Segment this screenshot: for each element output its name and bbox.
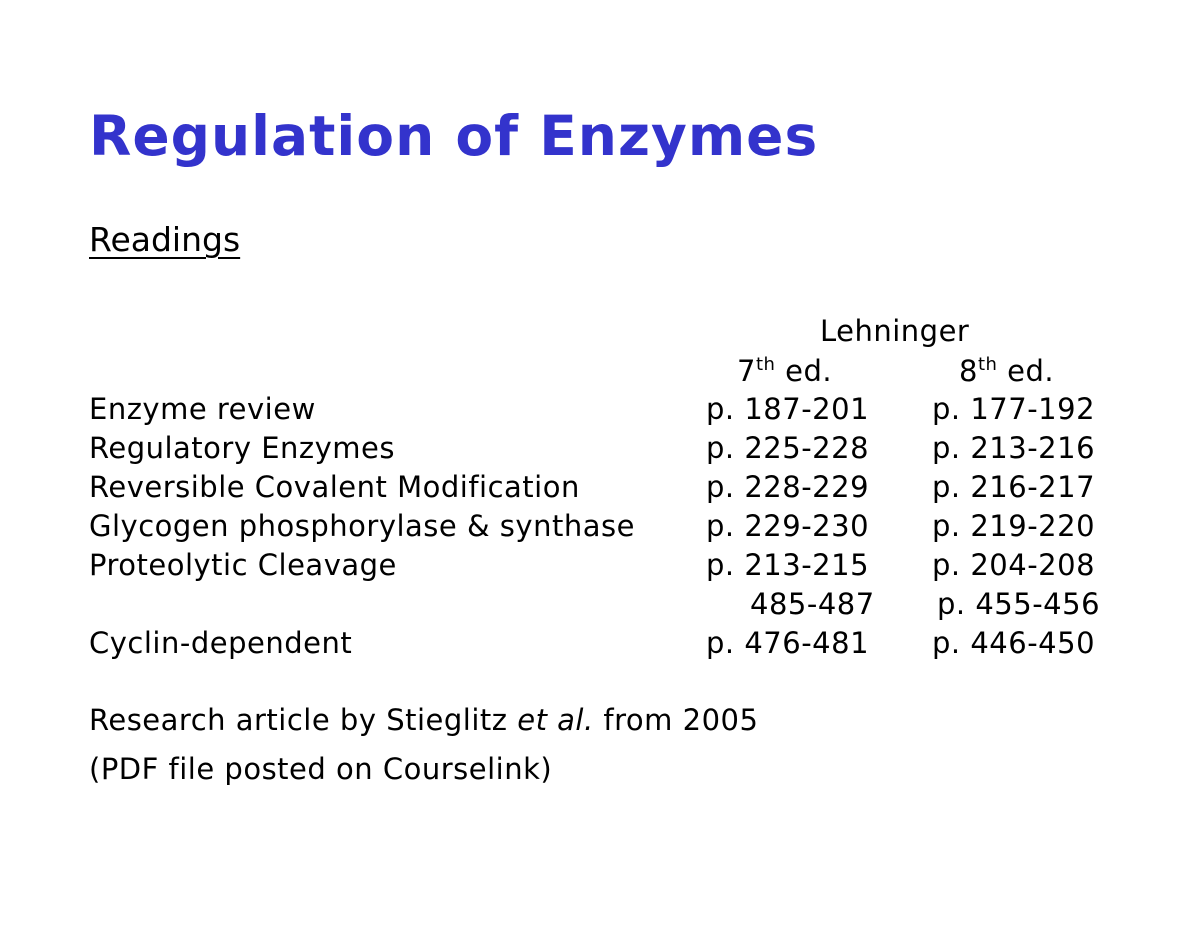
reading-pages-7th: p. 476-481: [706, 626, 870, 660]
reading-pages-8th: p. 455-456: [937, 587, 1101, 621]
reading-pages-7th: p. 229-230: [706, 509, 870, 543]
edition-7-header: 7th ed.: [737, 354, 833, 388]
reading-pages-8th: p. 216-217: [932, 470, 1096, 504]
edition-8-header: 8th ed.: [959, 354, 1055, 388]
reading-topic: Regulatory Enzymes: [89, 431, 396, 465]
research-article-note: Research article by Stieglitz et al. from 2005: [89, 703, 759, 737]
reading-pages-7th: 485-487: [750, 587, 875, 621]
reading-topic: Proteolytic Cleavage: [89, 548, 397, 582]
page-title: Regulation of Enzymes: [89, 104, 819, 168]
reading-pages-7th: p. 228-229: [706, 470, 870, 504]
reading-pages-8th: p. 177-192: [932, 392, 1096, 426]
book-name: Lehninger: [820, 314, 970, 348]
reading-pages-8th: p. 446-450: [932, 626, 1096, 660]
reading-pages-7th: p. 225-228: [706, 431, 870, 465]
reading-topic: Enzyme review: [89, 392, 316, 426]
reading-pages-7th: p. 213-215: [706, 548, 870, 582]
reading-topic: Reversible Covalent Modification: [89, 470, 580, 504]
readings-heading: Readings: [89, 220, 241, 259]
reading-topic: Cyclin-dependent: [89, 626, 353, 660]
reading-pages-7th: p. 187-201: [706, 392, 870, 426]
reading-pages-8th: p. 213-216: [932, 431, 1096, 465]
reading-pages-8th: p. 204-208: [932, 548, 1096, 582]
reading-pages-8th: p. 219-220: [932, 509, 1096, 543]
reading-topic: Glycogen phosphorylase & synthase: [89, 509, 635, 543]
pdf-note: (PDF file posted on Courselink): [89, 752, 553, 786]
